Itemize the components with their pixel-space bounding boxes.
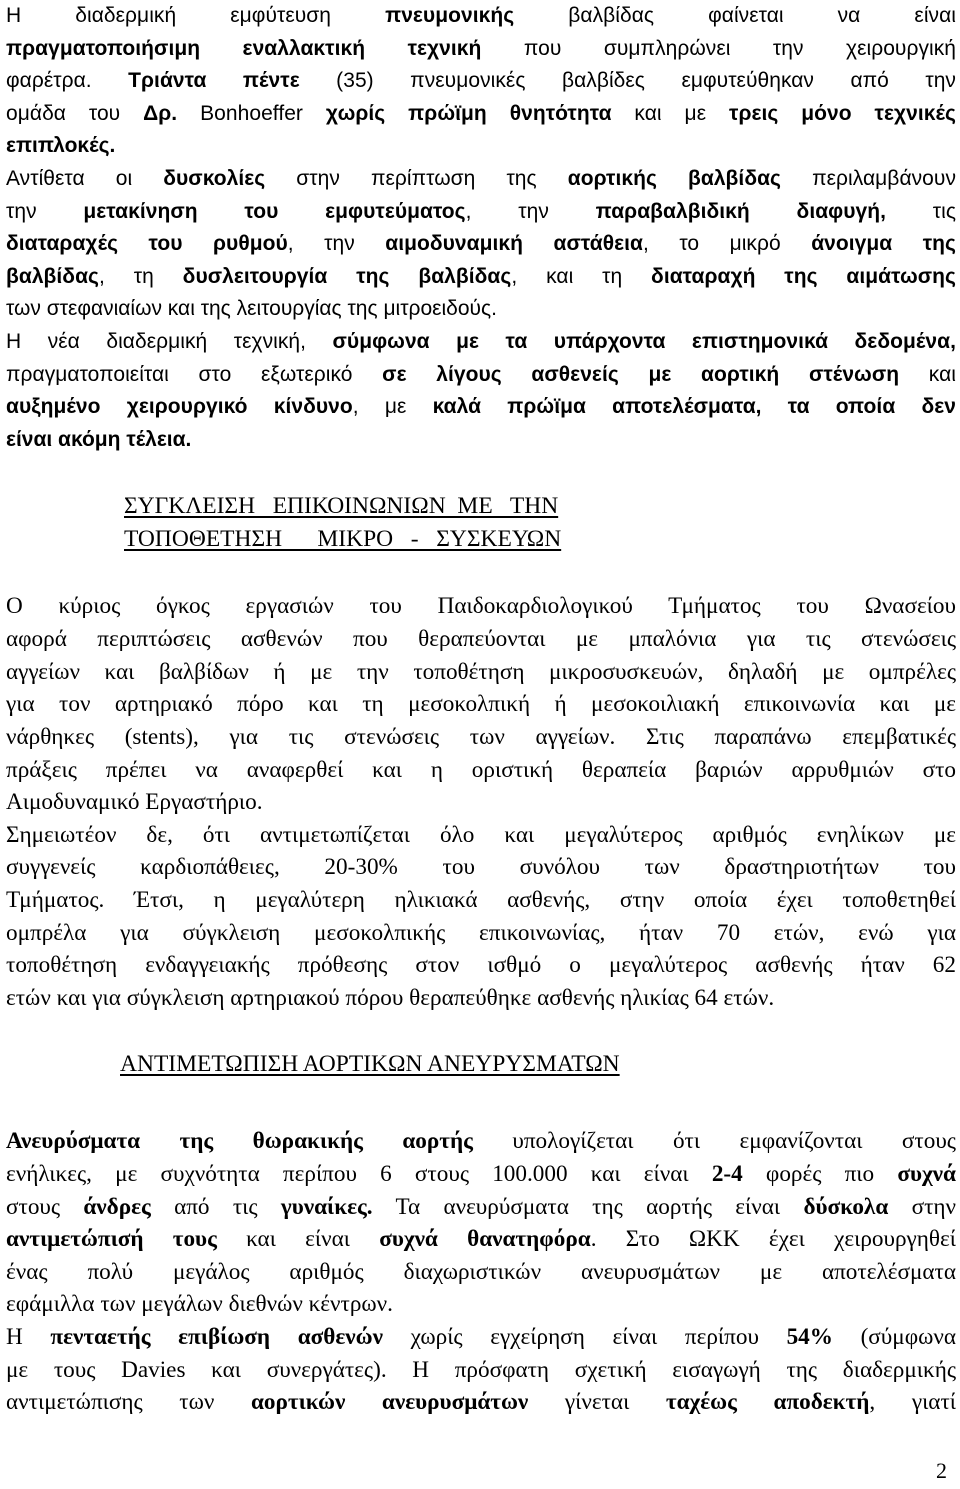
text-line: Ανευρύσματα της θωρακικής αορτής υπολογίζεται ότι εμφανίζονται στους	[6, 1128, 956, 1154]
text-line: για τον αρτηριακό πόρο και τη μεσοκολπική ή μεσοκοιλιακή επικοινωνία και με	[6, 691, 956, 717]
text-line: Η διαδερμική εμφύτευση πνευμονικής βαλβίδας φαίνεται να είναι	[6, 4, 956, 27]
text-line: αγγείων και βαλβίδων ή με την τοποθέτηση μικροσυσκευών, δηλαδή με ομπρέλες	[6, 659, 956, 685]
page-number: 2	[936, 1458, 947, 1483]
text-line: Σημειωτέον δε, ότι αντιμετωπίζεται όλο και μεγαλύτερος αριθμός ενηλίκων με	[6, 822, 956, 848]
text-line: βαλβίδας, τη δυσλειτουργία της βαλβίδας, και τη διαταραχή της αιμάτωσης	[6, 265, 956, 288]
text-line: πράξεις πρέπει να αναφερθεί και η οριστική θεραπεία βαριών αρρυθμιών στο	[6, 757, 956, 783]
text-line: πραγματοποιήσιμη εναλλακτική τεχνική που συμπληρώνει την χειρουργική	[6, 37, 956, 60]
text-line: ομπρέλα για σύγκλειση μεσοκολπικής επικοινωνίας, ήταν 70 ετών, ενώ για	[6, 920, 956, 946]
text-line: επιπλοκές.	[6, 134, 116, 157]
text-line: με τους Davies και συνεργάτες). Η πρόσφατη σχετική εισαγωγή της διαδερμικής	[6, 1357, 956, 1383]
text-line: Ο κύριος όγκος εργασιών του Παιδοκαρδιολογικού Τμήματος του Ωνασείου	[6, 593, 956, 619]
text-line: τοποθέτηση ενδαγγειακής πρόθεσης στον ισθμό ο μεγαλύτερος ασθενής ήταν 62	[6, 952, 956, 978]
text-line: αντιμετώπισή τους και είναι συχνά θανατηφόρα. Στο ΩΚΚ έχει χειρουργηθεί	[6, 1226, 956, 1252]
section-heading-aneurysm: ΑΝΤΙΜΕΤΩΠΙΣΗ ΑΟΡΤΙΚΩΝ ΑΝΕΥΡΥΣΜΑΤΩΝ	[120, 1051, 620, 1077]
text-line: αφορά περιπτώσεις ασθενών που θεραπεύονται με μπαλόνια για τις στενώσεις	[6, 626, 956, 652]
text-line: Τμήματος. Έτσι, η μεγαλύτερη ηλικιακά ασθενής, στην οποία έχει τοποθετηθεί	[6, 887, 956, 913]
text-line: αντιμετώπισης των αορτικών ανευρυσμάτων γίνεται ταχέως αποδεκτή, γιατί	[6, 1389, 956, 1415]
text-line: ομάδα του Δρ. Bonhoeffer χωρίς πρώϊμη θνητότητα και με τρεις μόνο τεχνικές	[6, 102, 956, 125]
text-line: είναι ακόμη τέλεια.	[6, 428, 192, 451]
text-line: Αντίθετα οι δυσκολίες στην περίπτωση της αορτικής βαλβίδας περιλαμβάνουν	[6, 167, 956, 190]
text-line: ετών και για σύγκλειση αρτηριακού πόρου θεραπεύθηκε ασθενής ηλικίας 64 ετών.	[6, 985, 775, 1011]
text-line: Η πενταετής επιβίωση ασθενών χωρίς εγχείρηση είναι περίπου 54% (σύμφωνα	[6, 1324, 956, 1350]
text-line: εφάμιλλα των μεγάλων διεθνών κέντρων.	[6, 1291, 393, 1317]
text-line: στους άνδρες από τις γυναίκες. Τα ανευρύσματα της αορτής είναι δύσκολα στην	[6, 1194, 956, 1220]
text-line: των στεφανιαίων και της λειτουργίας της μιτροειδούς.	[6, 297, 497, 320]
text-line: ενήλικες, με συχνότητα περίπου 6 στους 100.000 και είναι 2-4 φορές πιο συχνά	[6, 1161, 956, 1187]
text-line: συγγενείς καρδιοπάθειες, 20-30% του συνόλου των δραστηριοτήτων του	[6, 854, 956, 880]
text-line: φαρέτρα. Τριάντα πέντε (35) πνευμονικές βαλβίδες εμφυτεύθηκαν από την	[6, 69, 956, 92]
section-heading-closure-line2: ΤΟΠΟΘΕΤΗΣΗ ΜΙΚΡΟ - ΣΥΣΚΕΥΩΝ	[124, 526, 562, 552]
text-line: νάρθηκες (stents), για τις στενώσεις των αγγείων. Στις παραπάνω επεμβατικές	[6, 724, 956, 750]
text-line: αυξημένο χειρουργικό κίνδυνο, με καλά πρώϊμα αποτελέσματα, τα οποία δεν	[6, 395, 956, 418]
text-line: διαταραχές του ρυθμού, την αιμοδυναμική αστάθεια, το μικρό άνοιγμα της	[6, 232, 956, 255]
text-line: την μετακίνηση του εμφυτεύματος, την παραβαλβιδική διαφυγή, τις	[6, 200, 956, 223]
section-heading-closure-line1: ΣΥΓΚΛΕΙΣΗ ΕΠΙΚΟΙΝΩΝΙΩΝ ΜΕ ΤΗΝ	[124, 493, 559, 519]
text-line: πραγματοποιείται στο εξωτερικό σε λίγους ασθενείς με αορτική στένωση και	[6, 363, 956, 386]
text-line: Η νέα διαδερμική τεχνική, σύμφωνα με τα υπάρχοντα επιστημονικά δεδομένα,	[6, 330, 956, 353]
text-line: Αιμοδυναμικό Εργαστήριο.	[6, 789, 263, 815]
text-line: ένας πολύ μεγάλος αριθμός διαχωριστικών ανευρυσμάτων με αποτελέσματα	[6, 1259, 956, 1285]
